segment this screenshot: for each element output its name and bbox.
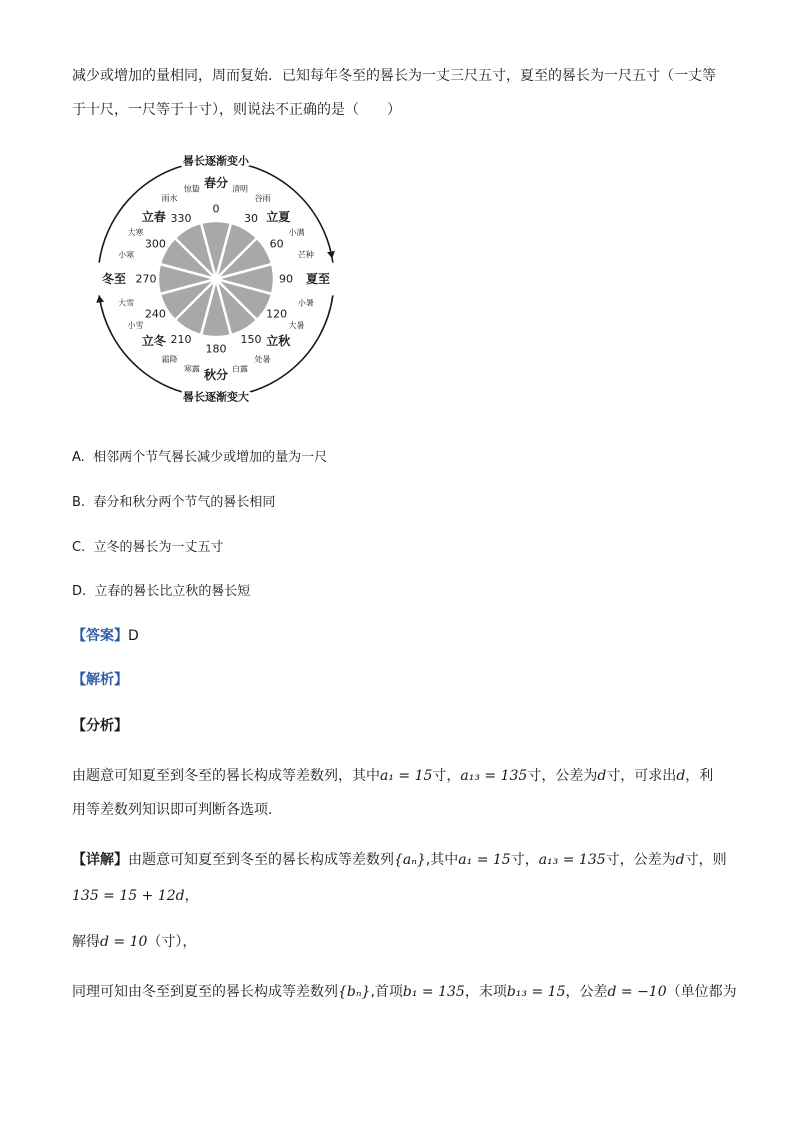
minor-term-label: 大寒 [127,228,144,237]
text-run: （单位都为 [666,984,737,1000]
math-bn: {bₙ} [338,984,371,1000]
minor-term-label: 小寒 [118,250,135,260]
text-run: 解得 [72,934,100,950]
text-run: 寸，可求出 [606,768,677,784]
math-b13: b₁₃ = 15 [506,984,566,1000]
minor-term-label: 处暑 [254,355,271,365]
text-run: ,首项 [370,984,403,1000]
analysis-line-1 [72,766,713,786]
text-run: ， [184,888,199,904]
minor-term-label: 谷雨 [254,193,271,203]
option-text: 相邻两个节气晷长减少或增加的量为一尺 [93,450,328,465]
minor-term-label: 雨水 [161,193,178,203]
major-term-label: 立春 [141,209,166,224]
detail-line-3 [72,932,196,952]
text-run: 寸， [510,852,539,868]
analysis-line-2: 用等差数列知识即可判断各选项. [72,802,273,818]
option-b [72,493,275,513]
equation: d = 10 [100,934,148,950]
option-key: A. [72,450,85,465]
math-d: d [676,768,686,784]
text-run: （寸）， [147,934,197,950]
degree-label: 120 [266,307,288,321]
caption-bottom: 晷长逐渐变大 [183,390,249,404]
minor-term-label: 小满 [288,228,305,237]
answer-label: 【答案】 [72,628,128,644]
math-an: {aₙ} [394,852,426,868]
major-term-label: 冬至 [101,272,127,286]
degree-label: 210 [170,333,192,347]
degree-label: 150 [240,333,262,347]
math-d: d [597,768,607,784]
degree-label: 300 [144,237,166,251]
minor-term-label: 寒露 [183,364,200,374]
option-key: B. [72,495,86,510]
detail-line-4 [72,982,737,1002]
text-run: ，公差 [565,984,608,1000]
text-run: 由题意可知夏至到冬至的晷长构成等差数列，其中 [72,768,380,784]
analysis-label: 【分析】 [72,718,128,734]
minor-term-label: 小雪 [127,321,144,330]
intro-line-1: 减少或增加的量相同，周而复始．已知每年冬至的晷长为一丈三尺五寸，夏至的晷长为一尺五寸（一丈等 [72,68,716,84]
minor-term-label: 小暑 [297,298,314,308]
text-run: ，利 [685,768,714,784]
minor-term-label: 白露 [232,364,249,374]
degree-label: 330 [170,211,192,225]
math-d: d [675,852,685,868]
option-key: D. [72,584,87,599]
degree-label: 30 [244,211,258,225]
equation: 135 = 15 + 12d [72,888,185,904]
math-a1: a₁ = 15 [458,852,511,868]
detail-label: 【详解】 [72,852,128,868]
text-run: 寸，公差为 [527,768,598,784]
option-text: 立春的晷长比立秋的晷长短 [94,584,251,599]
math-dneg: d = −10 [607,984,667,1000]
degree-label: 90 [279,272,293,286]
minor-term-label: 大雪 [118,298,135,308]
degree-label: 60 [269,237,284,251]
answer-value: D [128,628,139,644]
text-run: 寸， [432,768,461,784]
degree-label: 180 [205,342,227,356]
answer-line [72,626,139,646]
math-a13: a₁₃ = 135 [538,852,606,868]
math-a1: a₁ = 15 [380,768,433,784]
major-term-label: 立秋 [266,334,291,349]
minor-term-label: 霜降 [161,355,178,365]
major-term-label: 夏至 [305,272,331,286]
solar-term-diagram [88,148,348,410]
degree-label: 240 [144,307,166,321]
math-b1: b₁ = 135 [402,984,465,1000]
text-run: 寸，公差为 [605,852,676,868]
option-d [72,582,250,602]
degree-label: 0 [212,202,220,216]
caption-top: 晷长逐渐变小 [183,154,249,168]
text-run: ,其中 [425,852,459,868]
intro-line-2: 于十尺，一尺等于十寸），则说法不正确的是（ ） [72,102,401,118]
dial-center [212,275,220,283]
explain-label: 【解析】 [72,672,128,688]
text-run: 寸，则 [684,852,727,868]
minor-term-label: 清明 [232,184,249,194]
option-text: 立冬的晷长为一丈五寸 [93,540,224,555]
option-key: C. [72,540,86,555]
text-run: 由题意可知夏至到冬至的晷长构成等差数列 [128,852,394,868]
option-text: 春分和秋分两个节气的晷长相同 [93,495,276,510]
option-a [72,448,327,468]
arrow-right [327,251,335,259]
minor-term-label: 惊蛰 [183,184,200,194]
option-c [72,538,224,558]
major-term-label: 立冬 [141,334,166,349]
minor-term-label: 大暑 [288,321,305,330]
text-run: 同理可知由冬至到夏至的晷长构成等差数列 [72,984,338,1000]
text-run: ，末项 [464,984,507,1000]
detail-line-1 [72,850,727,870]
minor-term-label: 芒种 [297,250,314,260]
arrow-left [96,295,104,302]
degree-label: 270 [135,272,157,286]
major-term-label: 秋分 [203,368,229,382]
math-a13: a₁₃ = 135 [460,768,528,784]
detail-line-2 [72,886,199,906]
major-term-label: 立夏 [266,209,291,224]
explain-line [72,670,128,690]
major-term-label: 春分 [203,176,229,190]
analysis-label-line [72,716,128,736]
